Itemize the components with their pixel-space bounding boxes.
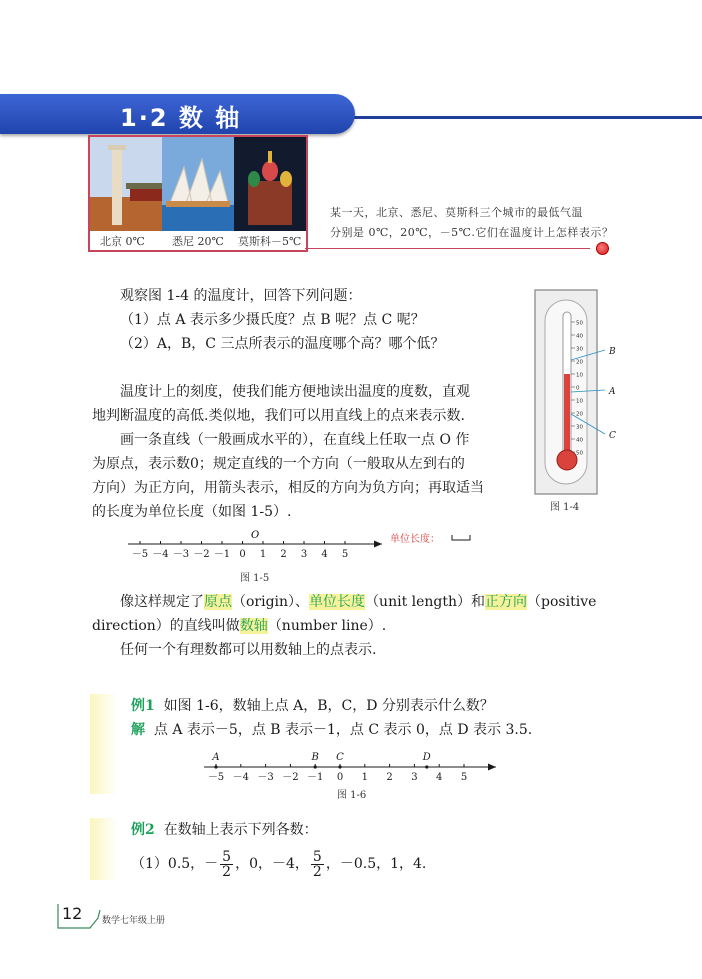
fig16-point-label: D bbox=[422, 752, 431, 763]
term-origin-en: （origin）、 bbox=[232, 594, 310, 610]
figure-1-6-caption: 图 1-6 bbox=[337, 790, 367, 801]
definition-line-1 bbox=[120, 590, 596, 614]
fraction-denominator: 2 bbox=[312, 863, 322, 880]
thermometer-tick-label: 40 bbox=[576, 333, 583, 340]
definition-text: 像这样规定了 bbox=[120, 594, 204, 610]
fraction-denominator: 2 bbox=[222, 863, 232, 880]
fig15-tick-label: －1 bbox=[213, 549, 231, 560]
fig16-point-label: A bbox=[212, 752, 220, 763]
thermometer-tick-label: 30 bbox=[576, 346, 583, 353]
question-1: （1）点 A 表示多少摄氏度？点 B 呢？点 C 呢？ bbox=[120, 312, 425, 328]
thermometer-point-label: B bbox=[609, 347, 616, 357]
thermometer-tick-label: 10 bbox=[576, 372, 583, 379]
fig16-point bbox=[425, 765, 428, 768]
fig16-tick-label: 3 bbox=[411, 772, 418, 783]
example-1-solution: 点 A 表示－5，点 B 表示－1，点 C 表示 0，点 D 表示 3.5. bbox=[153, 722, 533, 738]
section-title-banner bbox=[0, 94, 355, 134]
intro-line-1: 某一天，北京、悉尼、莫斯科三个城市的最低气温 bbox=[330, 206, 583, 219]
term-positive-direction: 正方向 bbox=[485, 594, 528, 610]
photo-caption-moscow: 莫斯科－5℃ bbox=[238, 235, 302, 248]
fig16-tick-label: 5 bbox=[460, 772, 468, 783]
example-1-solution-line bbox=[131, 718, 532, 742]
fig16-tick-label: －3 bbox=[257, 772, 274, 783]
figure-1-5-number-line bbox=[120, 526, 390, 566]
paragraph-1-line-2: 地判断温度的高低.类似地，我们可以用直线上的点来表示数. bbox=[92, 408, 465, 424]
thermometer-tick-label: 20 bbox=[576, 411, 583, 418]
fig16-point-label: C bbox=[336, 752, 344, 763]
fig16-tick-label: －2 bbox=[282, 772, 299, 783]
thermometer-tick-label: 40 bbox=[576, 437, 583, 444]
term-unit-length: 单位长度 bbox=[309, 594, 366, 610]
figure-1-6-number-line bbox=[200, 750, 500, 790]
fig16-point-label: B bbox=[311, 752, 319, 763]
fig15-tick-label: 1 bbox=[259, 549, 267, 560]
fig16-tick-label: 0 bbox=[336, 772, 344, 783]
fig15-tick-label: 0 bbox=[239, 549, 246, 560]
example-2-number-list bbox=[131, 848, 426, 880]
fig16-tick-label: 2 bbox=[386, 772, 393, 783]
example-1-question: 如图 1-6，数轴上点 A，B，C，D 分别表示什么数？ bbox=[163, 698, 494, 714]
number-list-part-2: ，0，－4， bbox=[235, 856, 309, 872]
paragraph-1-line-1: 温度计上的刻度，使我们能方便地读出温度的度数，直观 bbox=[120, 384, 470, 400]
page-number: 12 bbox=[62, 904, 83, 923]
figure-1-4-caption: 图 1-4 bbox=[550, 502, 580, 513]
book-title: 数学七年级上册 bbox=[102, 916, 166, 926]
term-number-line: 数轴 bbox=[239, 618, 268, 634]
thermometer-point-label: C bbox=[609, 431, 616, 441]
thermometer-tick-label: 0 bbox=[576, 385, 580, 392]
fig16-tick-label: －1 bbox=[307, 772, 324, 783]
thermometer-figure bbox=[533, 288, 645, 498]
thermometer-tick-label: 50 bbox=[576, 320, 583, 327]
fraction-five-halves-2 bbox=[311, 850, 324, 879]
example-1-label: 例1 bbox=[131, 698, 155, 714]
thermometer-tick-label: 30 bbox=[576, 424, 583, 431]
intro-line-2: 分别是 0℃，20℃，－5℃.它们在温度计上怎样表示？ bbox=[330, 226, 614, 239]
section-title: 1·2 数 轴 bbox=[120, 104, 242, 132]
fig16-tick-label: 4 bbox=[436, 772, 443, 783]
paragraph-2-line-4: 的长度为单位长度（如图 1-5）. bbox=[92, 504, 292, 520]
fig15-tick-label: 2 bbox=[280, 549, 287, 560]
question-2: （2）A，B，C 三点所表示的温度哪个高？哪个低？ bbox=[120, 336, 445, 352]
unit-length-label: 单位长度： bbox=[390, 534, 440, 545]
fig15-tick-label: －5 bbox=[131, 549, 149, 560]
fig15-tick-label: －3 bbox=[172, 549, 190, 560]
example-2-question-line bbox=[131, 818, 318, 842]
example-1-sidebar bbox=[90, 694, 118, 794]
example-1-question-line bbox=[131, 694, 494, 718]
definition-line-2 bbox=[92, 614, 386, 638]
sydney-photo bbox=[162, 137, 234, 231]
fig15-tick-label: －2 bbox=[193, 549, 210, 560]
fig16-point bbox=[314, 765, 317, 768]
example-2-label: 例2 bbox=[131, 822, 155, 838]
fraction-five-halves-1 bbox=[220, 850, 233, 879]
origin-label: O bbox=[251, 530, 260, 541]
thermometer-tick-label: 20 bbox=[576, 359, 583, 366]
intro-rule bbox=[305, 248, 590, 249]
thermometer-tick-label: 50 bbox=[576, 450, 583, 457]
fig16-tick-label: 1 bbox=[361, 772, 368, 783]
photo-caption-beijing: 北京 0℃ bbox=[100, 235, 145, 248]
figure-1-5-caption: 图 1-5 bbox=[240, 573, 270, 584]
definition-line-3: 任何一个有理数都可以用数轴上的点表示. bbox=[120, 642, 377, 658]
number-list-part-1: （1）0.5，－ bbox=[131, 856, 219, 872]
unit-length-marker bbox=[450, 532, 472, 544]
definition-text-2: direction）的直线叫做 bbox=[92, 618, 240, 634]
red-dot-icon bbox=[596, 242, 609, 255]
paragraph-2-line-1: 画一条直线（一般画成水平的），在直线上任取一点 O 作 bbox=[120, 432, 470, 448]
city-photo-strip bbox=[88, 135, 308, 252]
fig15-tick-label: 3 bbox=[300, 549, 308, 560]
fig16-point bbox=[338, 765, 341, 768]
fig16-tick-label: －4 bbox=[232, 772, 249, 783]
term-unit-length-en: （unit length）和 bbox=[365, 594, 486, 610]
question-lead: 观察图 1-4 的温度计，回答下列问题： bbox=[120, 288, 362, 304]
thermometer-tick-label: 10 bbox=[576, 398, 583, 405]
photo-caption-sydney: 悉尼 20℃ bbox=[172, 235, 224, 248]
number-list-part-3: ，－0.5，1，4. bbox=[325, 856, 427, 872]
example-2-sidebar bbox=[90, 818, 118, 880]
fig15-tick-label: 4 bbox=[321, 549, 328, 560]
beijing-photo bbox=[90, 137, 162, 231]
term-number-line-en: （number line）. bbox=[267, 618, 387, 634]
solution-label: 解 bbox=[131, 722, 145, 738]
paragraph-2-line-2: 为原点，表示数0；规定直线的一个方向（一般取从左到右的 bbox=[92, 456, 465, 472]
thermometer-point-label: A bbox=[609, 387, 616, 397]
example-2-question: 在数轴上表示下列各数： bbox=[163, 822, 318, 838]
fig15-tick-label: 5 bbox=[341, 549, 349, 560]
fig16-point bbox=[214, 765, 217, 768]
fraction-numerator: 5 bbox=[222, 848, 232, 865]
term-origin: 原点 bbox=[204, 594, 232, 610]
fig16-tick-label: －5 bbox=[207, 772, 225, 783]
fraction-numerator: 5 bbox=[312, 848, 322, 865]
fig15-tick-label: －4 bbox=[152, 549, 169, 560]
term-positive-direction-en: （positive bbox=[527, 594, 597, 610]
paragraph-2-line-3: 方向）为正方向，用箭头表示，相反的方向为负方向；再取适当 bbox=[92, 480, 484, 496]
moscow-photo bbox=[234, 137, 306, 231]
